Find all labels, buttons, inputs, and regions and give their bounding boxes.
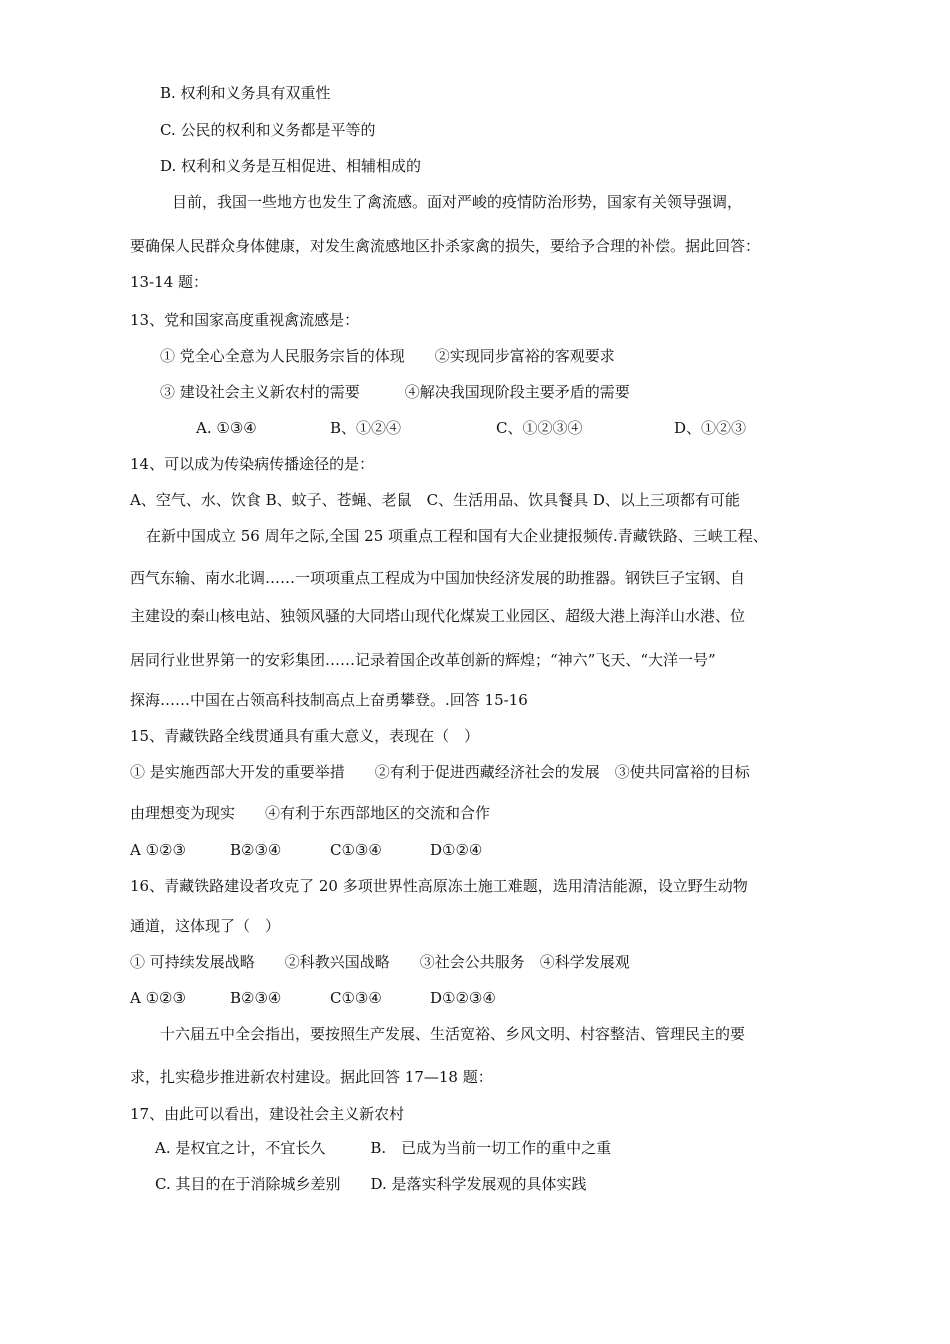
question-17-options-2: C. 其目的在于消除城乡差别 D. 是落实科学发展观的具体实践 [155,1175,587,1193]
question-15-option-a: A ①②③ [130,841,186,859]
option-c-rights-duties: C. 公民的权利和义务都是平等的 [160,121,376,139]
question-13-choices-2: ③ 建设社会主义新农村的需要 ④解决我国现阶段主要矛盾的需要 [160,383,630,401]
question-13: 13、党和国家高度重视禽流感是： [130,311,360,329]
passage-projects-line-1: 在新中国成立 56 周年之际,全国 25 项重点工程和国有大企业捷报频传.青藏铁路、三峡工程、 [146,527,768,545]
question-13-option-b: B、①②④ [330,419,402,437]
question-16-choices: ① 可持续发展战略 ②科教兴国战略 ③社会公共服务 ④科学发展观 [130,953,630,971]
passage-projects-line-4: 居同行业世界第一的安彩集团……记录着国企改革创新的辉煌；“神六”飞天、“大洋一号” [130,651,716,669]
passage-new-countryside-line-1: 十六届五中全会指出，要按照生产发展、生活宽裕、乡风文明、村容整洁、管理民主的要 [160,1025,746,1043]
question-16: 16、青藏铁路建设者攻克了 20 多项世界性高原冻土施工难题，选用清洁能源，设立野生动物 [130,877,748,895]
question-17: 17、由此可以看出，建设社会主义新农村 [130,1105,405,1123]
question-13-option-d: D、①②③ [674,419,747,437]
passage-projects-line-2: 西气东输、南水北调……一项项重点工程成为中国加快经济发展的助推器。钢铁巨子宝钢、自 [130,569,746,587]
passage-bird-flu-line-1: 目前，我国一些地方也发生了禽流感。面对严峻的疫情防治形势，国家有关领导强调， [172,193,743,211]
question-15: 15、青藏铁路全线贯通具有重大意义，表现在（ ） [130,727,480,745]
question-15-choices-2: 由理想变为现实 ④有利于东西部地区的交流和合作 [130,804,491,822]
question-15-option-b: B②③④ [230,841,282,859]
question-15-option-d: D①②④ [430,841,483,859]
question-16-option-c: C①③④ [330,989,382,1007]
question-14-options: A、空气、水、饮食 B、蚊子、苍蝇、老鼠 C、生活用品、饮具餐具 D、以上三项都有可能 [130,491,740,509]
passage-bird-flu-line-3: 13-14 题： [130,273,209,291]
question-17-options-1: A. 是权宜之计，不宜长久 B. 已成为当前一切工作的重中之重 [155,1139,612,1157]
question-14: 14、可以成为传染病传播途径的是： [130,455,375,473]
passage-bird-flu-line-2: 要确保人民群众身体健康，对发生禽流感地区扑杀家禽的损失，要给予合理的补偿。据此回答： [130,237,761,255]
option-d-rights-duties: D. 权利和义务是互相促进、相辅相成的 [160,157,422,175]
question-15-option-c: C①③④ [330,841,382,859]
question-16-option-a: A ①②③ [130,989,186,1007]
question-16-option-b: B②③④ [230,989,282,1007]
question-13-choices-1: ① 党全心全意为人民服务宗旨的体现 ②实现同步富裕的客观要求 [160,347,615,365]
question-15-choices-1: ① 是实施西部大开发的重要举措 ②有利于促进西藏经济社会的发展 ③使共同富裕的目标 [130,763,750,781]
passage-projects-line-3: 主建设的秦山核电站、独领风骚的大同塔山现代化煤炭工业园区、超级大港上海洋山水港、位 [130,607,746,625]
option-b-rights-duties: B. 权利和义务具有双重性 [160,84,331,102]
question-13-option-c: C、①②③④ [496,419,583,437]
question-16-line-2: 通道，这体现了（ ） [130,917,281,935]
passage-projects-line-5: 探海……中国在占领高科技制高点上奋勇攀登。.回答 15-16 [130,691,528,709]
question-13-option-a: A. ①③④ [196,419,257,437]
passage-new-countryside-line-2: 求，扎实稳步推进新农村建设。据此回答 17—18 题： [130,1068,493,1086]
question-16-option-d: D①②③④ [430,989,496,1007]
